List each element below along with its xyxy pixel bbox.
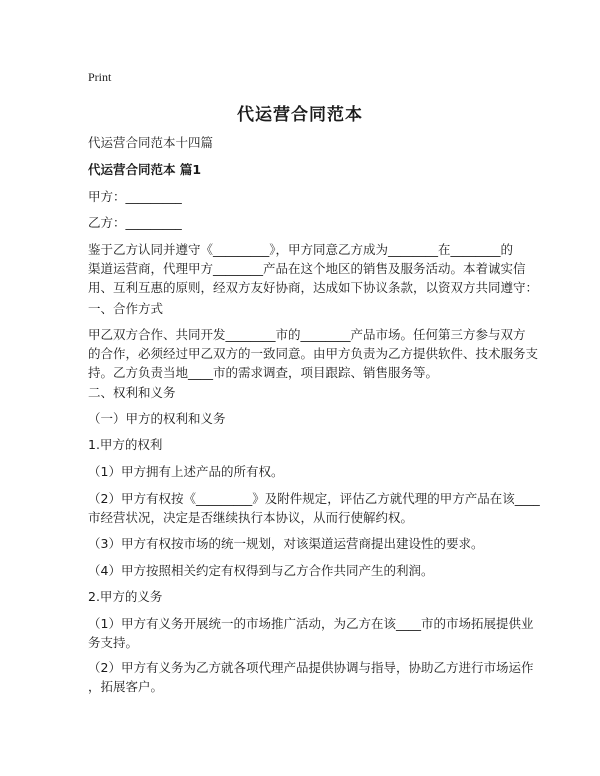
party-a-line: 甲方：_________ (88, 189, 182, 204)
duty-item-2 (88, 658, 534, 696)
intro-line: 鉴于乙方认同并遵守《_________》，甲方同意乙方成为________在________的 (88, 242, 514, 257)
duty-item-2-line: （2）甲方有义务为乙方就各项代理产品提供协调与指导，协助乙方进行市场运作 (88, 660, 534, 675)
document-subtitle: 代运营合同范本十四篇 (88, 135, 214, 150)
duty-item-1-line: 务支持。 (88, 635, 139, 650)
cooperation-paragraph (88, 325, 539, 382)
duty-item-1 (88, 614, 534, 652)
section-heading: 代运营合同范本 篇1 (88, 162, 202, 177)
intro-paragraph (88, 240, 539, 297)
duty-item-1-line: （1）甲方有义务开展统一的市场推广活动，为乙方在该____市的市场拓展提供业 (88, 616, 534, 631)
right-item-2-line: 市经营状况，决定是否继续执行本协议，从而行使解约权。 (88, 510, 414, 525)
heading-rights-duties: 二、权利和义务 (88, 385, 176, 400)
heading-party-a-duties: 2.甲方的义务 (88, 589, 163, 604)
page-title: 代运营合同范本 (237, 105, 363, 125)
cooperation-line: 的合作，必须经过甲乙双方的一致同意。由甲方负责为乙方提供软件、技术服务支 (88, 346, 539, 361)
party-b-line: 乙方：_________ (88, 215, 182, 230)
heading-party-a-rights-duties: （一）甲方的权利和义务 (88, 411, 226, 426)
heading-cooperation: 一、合作方式 (88, 301, 164, 316)
intro-line: 用、互利互惠的原则，经双方友好协商，达成如下协议条款，以资双方共同遵守： (88, 280, 539, 295)
right-item-1: （1）甲方拥有上述产品的所有权。 (88, 464, 284, 479)
duty-item-2-line: ，拓展客户。 (88, 679, 164, 694)
right-item-2-line: （2）甲方有权按《_________》及附件规定，评估乙方就代理的甲方产品在该____ (88, 491, 540, 506)
intro-line: 渠道运营商，代理甲方________产品在这个地区的销售及服务活动。本着诚实信 (88, 261, 526, 276)
right-item-3: （3）甲方有权按市场的统一规划，对该渠道运营商提出建设性的要求。 (88, 536, 484, 551)
cooperation-line: 持。乙方负责当地____市的需求调查，项目跟踪、销售服务等。 (88, 365, 439, 380)
right-item-4: （4）甲方按照相关约定有权得到与乙方合作共同产生的利润。 (88, 563, 434, 578)
print-link[interactable]: Print (88, 70, 112, 84)
heading-party-a-rights: 1.甲方的权利 (88, 437, 163, 452)
cooperation-line: 甲乙双方合作、共同开发________市的________产品市场。任何第三方参与双方 (88, 327, 526, 342)
right-item-2 (88, 489, 540, 527)
